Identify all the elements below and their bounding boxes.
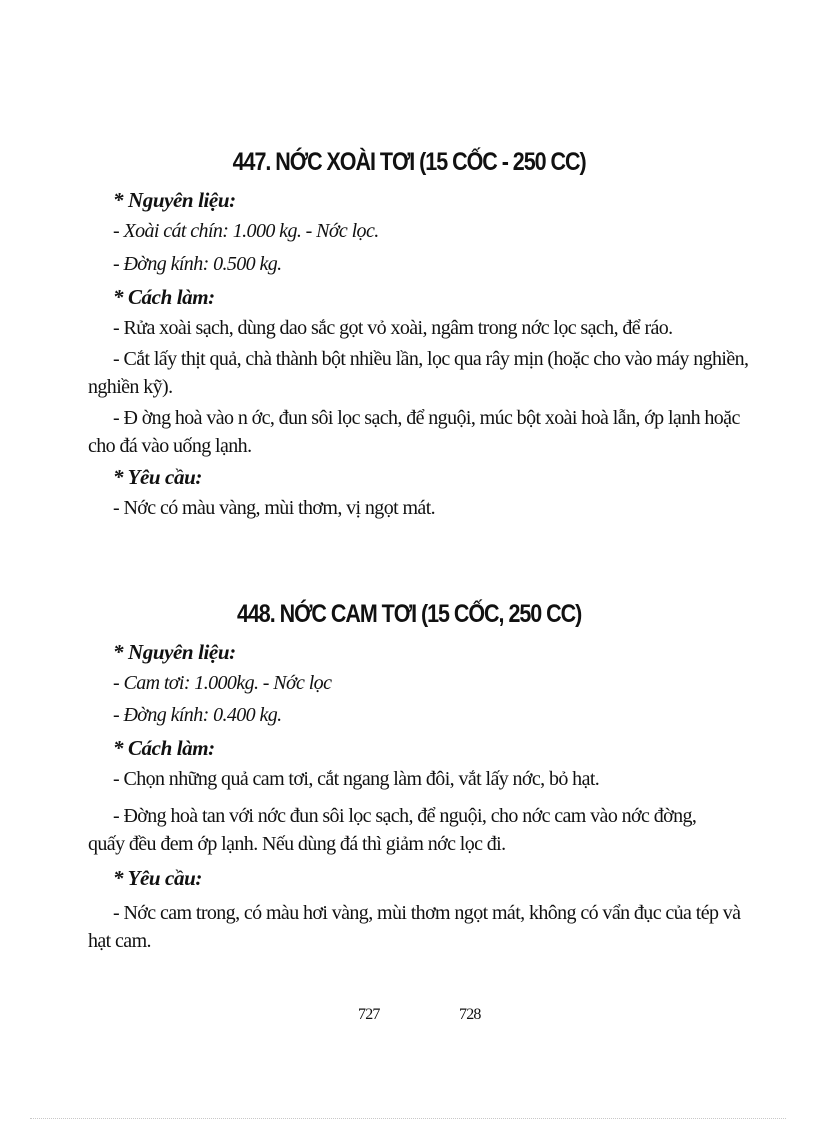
requirement-heading: * Yêu cầu: [113, 866, 202, 890]
requirement-line: - Nớc cam trong, có màu hơi vàng, mùi thơm ngọt mát, không có vẩn đục của tép và [113, 902, 741, 924]
ingredients-heading: * Nguyên liệu: [113, 188, 236, 212]
method-line: quấy đều đem ớp lạnh. Nếu dùng đá thì giảm nớc lọc đi. [88, 833, 506, 855]
method-line: - Đờng hoà tan với nớc đun sôi lọc sạch, để nguội, cho nớc cam vào nớc đờng, [113, 805, 697, 827]
bottom-divider [30, 1118, 786, 1119]
recipe-title: 447. NỚC XOÀI TƠI (15 CỐC - 250 CC) [232, 148, 586, 176]
method-heading: * Cách làm: [113, 736, 215, 760]
method-line: - Đ ờng hoà vào n ớc, đun sôi lọc sạch, để nguội, múc bột xoài hoà lẫn, ớp lạnh hoặc [113, 407, 740, 429]
method-line: - Cắt lấy thịt quả, chà thành bột nhiều lần, lọc qua rây mịn (hoặc cho vào máy nghiền, [113, 348, 749, 370]
requirement-heading: * Yêu cầu: [113, 465, 202, 489]
recipe-title: 448. NỚC CAM TƠI (15 CỐC, 250 CC) [236, 600, 582, 628]
requirement-line: - Nớc có màu vàng, mùi thơm, vị ngọt mát. [113, 497, 436, 519]
method-line: - Rửa xoài sạch, dùng dao sắc gọt vỏ xoài, ngâm trong nớc lọc sạch, để ráo. [113, 317, 673, 339]
method-line: cho đá vào uống lạnh. [88, 435, 252, 457]
method-line: nghiền kỹ). [88, 376, 173, 398]
page-number-left: 727 [358, 1006, 380, 1023]
ingredient-line: - Cam tơi: 1.000kg. - Nớc lọc [113, 672, 332, 694]
method-line: - Chọn những quả cam tơi, cắt ngang làm đôi, vắt lấy nớc, bỏ hạt. [113, 768, 600, 790]
page-number-right: 728 [459, 1006, 481, 1023]
method-heading: * Cách làm: [113, 285, 215, 309]
ingredient-line: - Xoài cát chín: 1.000 kg. - Nớc lọc. [113, 220, 379, 242]
requirement-line: hạt cam. [88, 930, 151, 952]
ingredient-line: - Đờng kính: 0.400 kg. [113, 704, 282, 726]
ingredients-heading: * Nguyên liệu: [113, 640, 236, 664]
ingredient-line: - Đờng kính: 0.500 kg. [113, 253, 282, 275]
